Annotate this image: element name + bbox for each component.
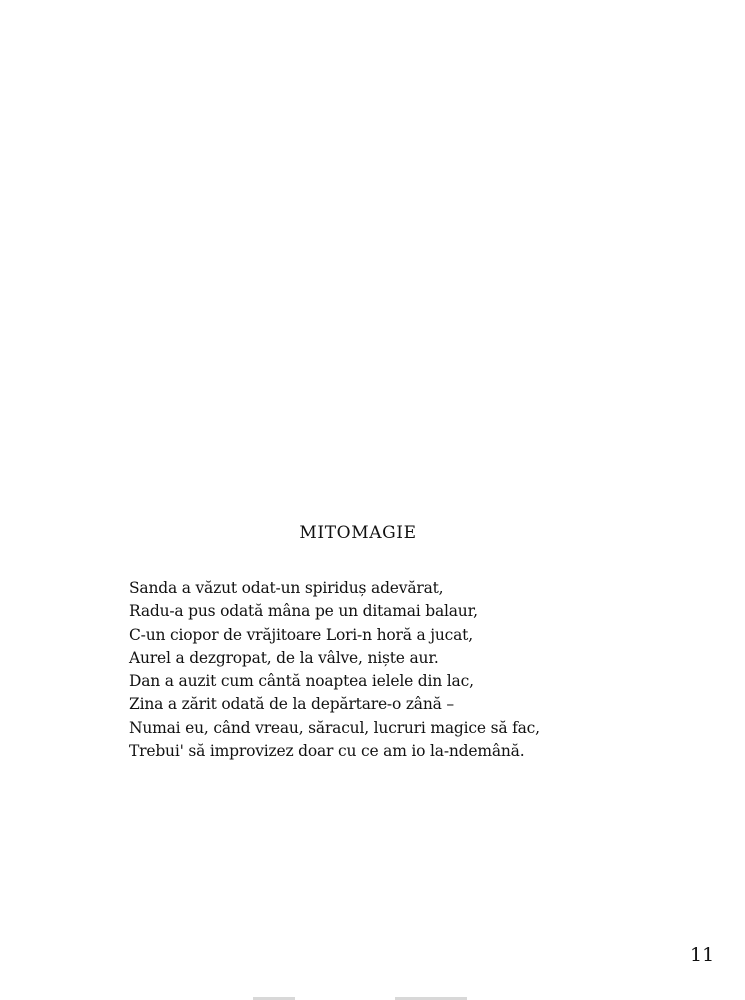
poem-line: Numai eu, când vreau, săracul, lucruri magice să fac, (129, 718, 540, 737)
poem-line: C-un ciopor de vrăjitoare Lori-n horă a jucat, (129, 625, 473, 644)
poem-title: MITOMAGIE (299, 523, 417, 543)
poem-line: Radu-a pus odată mâna pe un ditamai balaur, (129, 602, 478, 621)
poem-line: Zina a zărit odată de la depărtare-o zână – (129, 695, 454, 714)
poem-line: Sanda a văzut odat-un spiriduș adevărat, (129, 579, 444, 597)
poem-line: Aurel a dezgropat, de la vâlve, niște aur. (129, 648, 439, 667)
poem-line: Trebui' să improvizez doar cu ce am io la-ndemână. (129, 742, 525, 761)
poem-body (129, 577, 540, 763)
poem-line: Dan a auzit cum cântă noaptea ielele din lac, (129, 672, 474, 691)
page-number: 11 (690, 944, 715, 966)
